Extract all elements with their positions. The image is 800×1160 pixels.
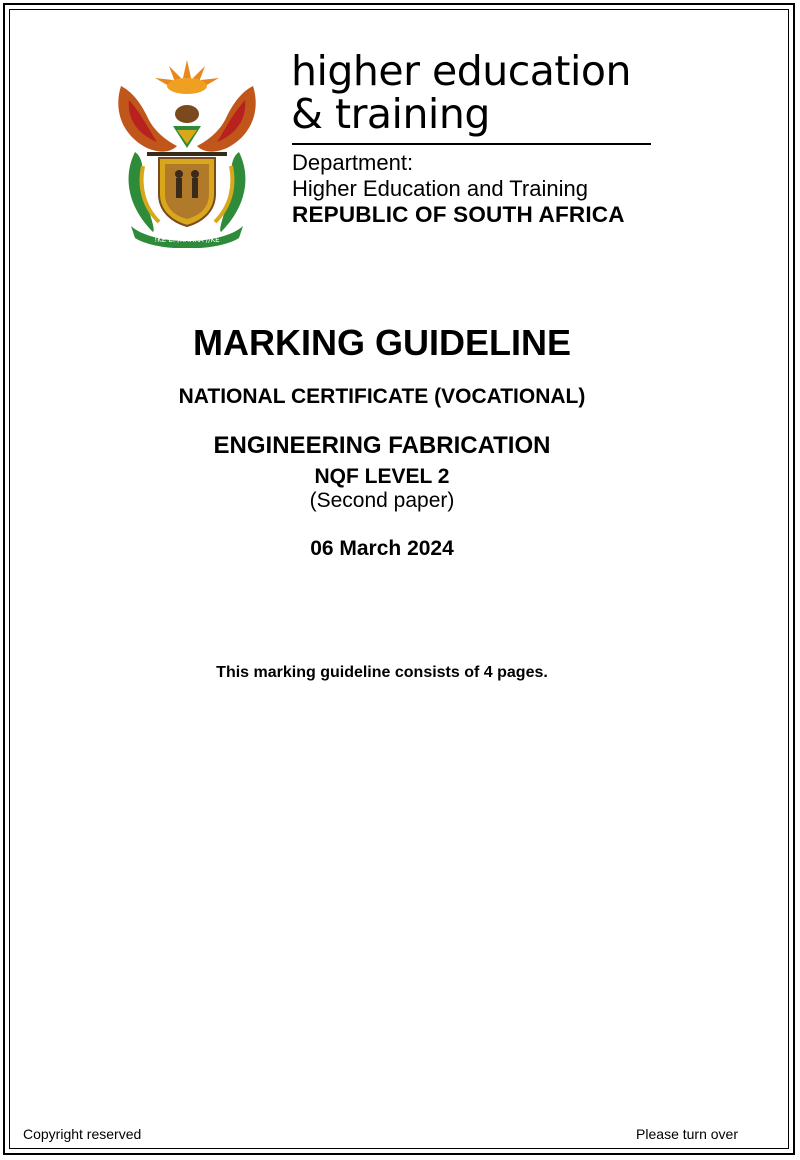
page-count-note: This marking guideline consists of 4 pages. <box>216 664 548 681</box>
coat-of-arms-icon <box>113 56 261 248</box>
certificate-name: NATIONAL CERTIFICATE (VOCATIONAL) <box>178 385 586 408</box>
dept-line-1: Department: <box>292 150 414 175</box>
exam-date: 06 March 2024 <box>310 537 454 560</box>
crest-motto: !KE E: /XARRA //KE <box>154 236 220 244</box>
subject-name: ENGINEERING FABRICATION <box>213 432 551 459</box>
footer-copyright: Copyright reserved <box>23 1126 142 1142</box>
footer-turn-over: Please turn over <box>636 1126 738 1142</box>
department-block <box>292 150 625 228</box>
brand-line-1: higher education <box>291 47 631 95</box>
brand-divider <box>292 143 651 145</box>
brand-line-2: & training <box>291 90 490 138</box>
document-title: MARKING GUIDELINE <box>193 322 571 363</box>
dept-line-2: Higher Education and Training <box>292 176 588 201</box>
nqf-level: NQF LEVEL 2 <box>314 465 450 488</box>
paper-number: (Second paper) <box>309 489 455 512</box>
dept-line-3: REPUBLIC OF SOUTH AFRICA <box>292 202 625 227</box>
brand-title <box>291 47 631 138</box>
